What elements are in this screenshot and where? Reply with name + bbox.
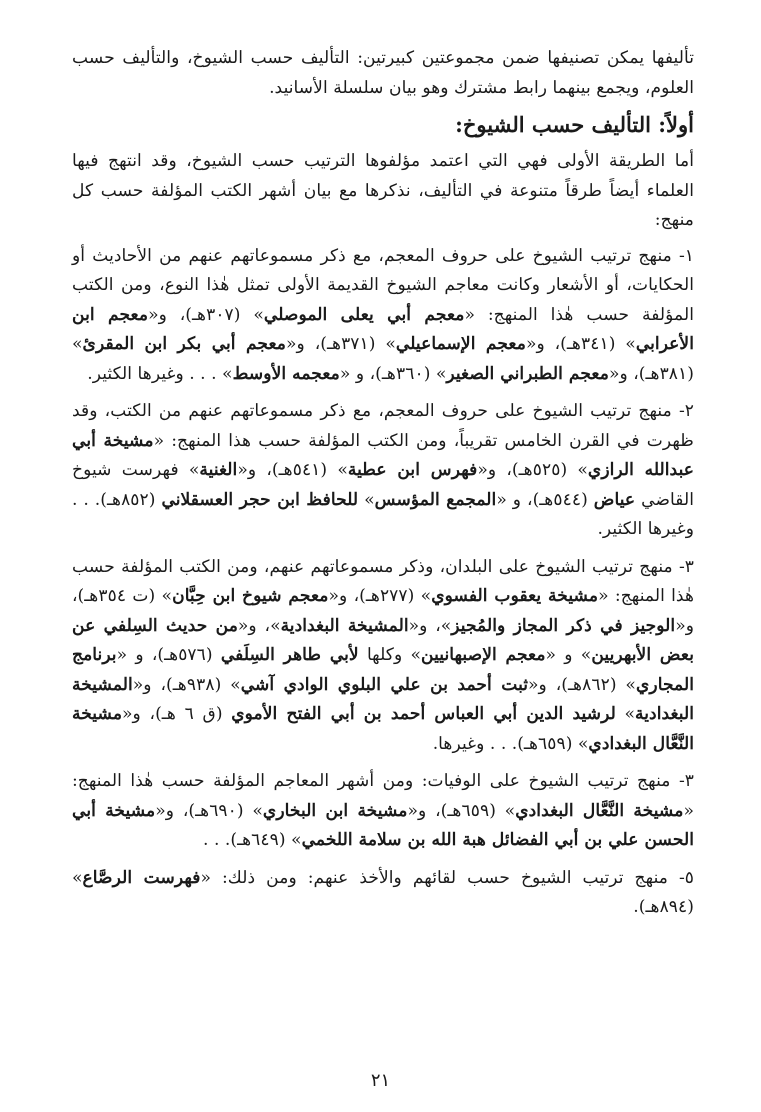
page-body bbox=[72, 44, 694, 931]
page-number: ٢١ bbox=[370, 1070, 391, 1091]
method-item-3: ٣- منهج ترتيب الشيوخ على البلدان، وذكر مسموعاتهم عنهم، ومن الكتب المؤلفة حسب هٰذا المنهج: «مشيخة يعقوب الفسوي» (٢٧٧هـ)، و«معجم شيوخ ابن حِبَّان» (ت ٣٥٤هـ)، و«الوجيز في ذكر المجاز والمُجيز»، و«المشيخة البغدادية»، و«من حديث السِلفي عن بعض الأبهريين» و «معجم الإصبهانيين» وكلها لأبي طاهر السِلَفي (٥٧٦هـ)، و «برنامج المجاري» (٨٦٢هـ)، و«ثبت أحمد بن علي البلوي الوادي آشي» (٩٣٨هـ)، و«المشيخة البغدادية» لرشيد الدين أبي العباس أحمد بن أبي الفتح الأموي (ق ٦ هـ)، و«مشيخة النَّعَّال البغدادي» (٦٥٩هـ). . . وغيرها. bbox=[72, 556, 695, 754]
method-item-5: ٥- منهج ترتيب الشيوخ حسب لقائهم والأخذ عنهم: ومن ذلك: «فهرست الرصَّاع» (٨٩٤هـ). bbox=[72, 867, 694, 917]
method-item-2: ٢- منهج ترتيب الشيوخ على حروف المعجم، مع ذكر مسموعاتهم عنهم من الكتب، وقد ظهرت في القرن الخامس تقريباً، ومن الكتب المؤلفة حسب هذا المنهج: «مشيخة أبي عبدالله الرازي» (٥٢٥هـ)، و«فهرس ابن عطية» (٥٤١هـ)، و«الغنية» فهرست شيوخ القاضي عياض (٥٤٤هـ)، و «المجمع المؤسس» للحافظ ابن حجر العسقلاني (٨٥٢هـ). . . وغيرها الكثير. bbox=[72, 401, 695, 539]
method-item-4: ٣- منهج ترتيب الشيوخ على الوفيات: ومن أشهر المعاجم المؤلفة حسب هٰذا المنهج: «مشيخة النَّعَّال البغدادي» (٦٥٩هـ)، و«مشيخة ابن البخاري» (٦٩٠هـ)، و«مشيخة أبي الحسن علي بن أبي الفضائل هبة الله بن سلامة اللخمي» (٦٤٩هـ). . . bbox=[72, 771, 694, 850]
section-heading: أولاً: التأليف حسب الشيوخ: bbox=[455, 112, 694, 137]
method-item-1: ١- منهج ترتيب الشيوخ على حروف المعجم، مع ذكر مسموعاتهم عنهم من الأحاديث أو الحكايات، أو الأشعار وكانت معاجم الشيوخ القديمة الأولى تمثل هٰذا النوع، ومن الكتب المؤلفة حسب هٰذا المنهج: «معجم أبي يعلى الموصلي» (٣٠٧هـ)، و«معجم ابن الأعرابي» (٣٤١هـ)، و«معجم الإسماعيلي» (٣٧١هـ)، و«معجم أبي بكر ابن المقرئ» (٣٨١هـ)، و«معجم الطبراني الصغير» (٣٦٠هـ)، و «معجمه الأوسط» . . . وغيرها الكثير. bbox=[72, 245, 695, 384]
method-intro-paragraph: أما الطريقة الأولى فهي التي اعتمد مؤلفوها الترتيب حسب الشيوخ، وقد انتهج فيها العلماء أيضاً طرقاً متنوعة في التأليف، نذكرها مع بيان أشهر الكتب المؤلفة حسب كل منهج: bbox=[72, 151, 694, 230]
intro-paragraph: تأليفها يمكن تصنيفها ضمن مجموعتين كبيرتين: التأليف حسب الشيوخ، والتأليف حسب العلوم، ويجمع بينهما رابط مشترك وهو بيان سلسلة الأسانيد. bbox=[72, 48, 694, 98]
